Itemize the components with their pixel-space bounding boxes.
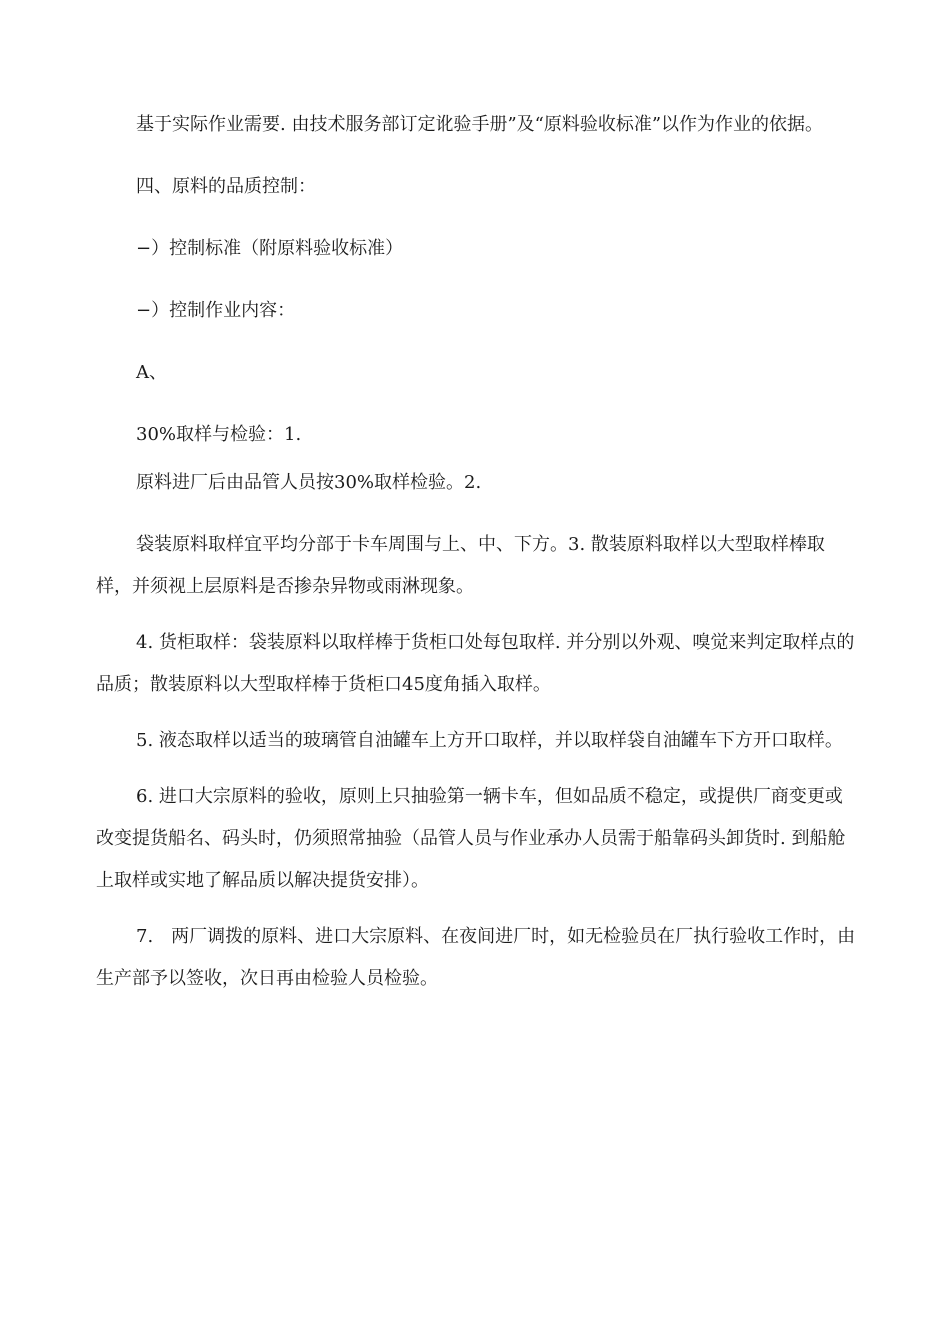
item-label-a: A、	[136, 362, 167, 383]
paragraph-sampling-2-3: 袋装原料取样宜平均分部于卡车周围与上、中、下方。3. 散装原料取样以大型取样棒取样，并须视上层原料是否掺杂异物或雨淋现象。	[96, 534, 825, 597]
paragraph-sampling-title: 30%取样与检验：1.	[136, 424, 302, 445]
paragraph-basis: 基于实际作业需要. 由技术服务部订定讹验手册”及“原料验收标准”以作为作业的依据。	[136, 114, 824, 135]
paragraph-sampling-7: 7. 两厂调拨的原料、进口大宗原料、在夜间进厂时，如无检验员在厂执行验收工作时，由生产部予以签收，次日再由检验人员检验。	[96, 926, 856, 989]
paragraph-sampling-6: 6. 进口大宗原料的验收，原则上只抽验第一辆卡车，但如品质不稳定，或提供厂商变更或改变提货船名、码头时，仍须照常抽验（品管人员与作业承办人员需于船靠码头卸货时. 到船舱上取样或实地了解品质以解决提货安排）。	[96, 786, 846, 891]
section-heading-quality-control: 四、原料的品质控制：	[136, 176, 316, 197]
subheading-control-content: −）控制作业内容：	[136, 300, 296, 321]
paragraph-sampling-4: 4. 货柜取样：袋装原料以取样棒于货柜口处每包取样. 并分别以外观、嗅觉来判定取样点的品质；散装原料以大型取样棒于货柜口45度角插入取样。	[96, 632, 855, 695]
subheading-control-standard: −）控制标准（附原料验收标准）	[136, 238, 404, 259]
document-page	[96, 104, 856, 1000]
paragraph-sampling-1: 原料进厂后由品管人员按30%取样检验。2.	[136, 472, 482, 493]
paragraph-sampling-5: 5. 液态取样以适当的玻璃管自油罐车上方开口取样，并以取样袋自油罐车下方开口取样。	[136, 730, 843, 751]
